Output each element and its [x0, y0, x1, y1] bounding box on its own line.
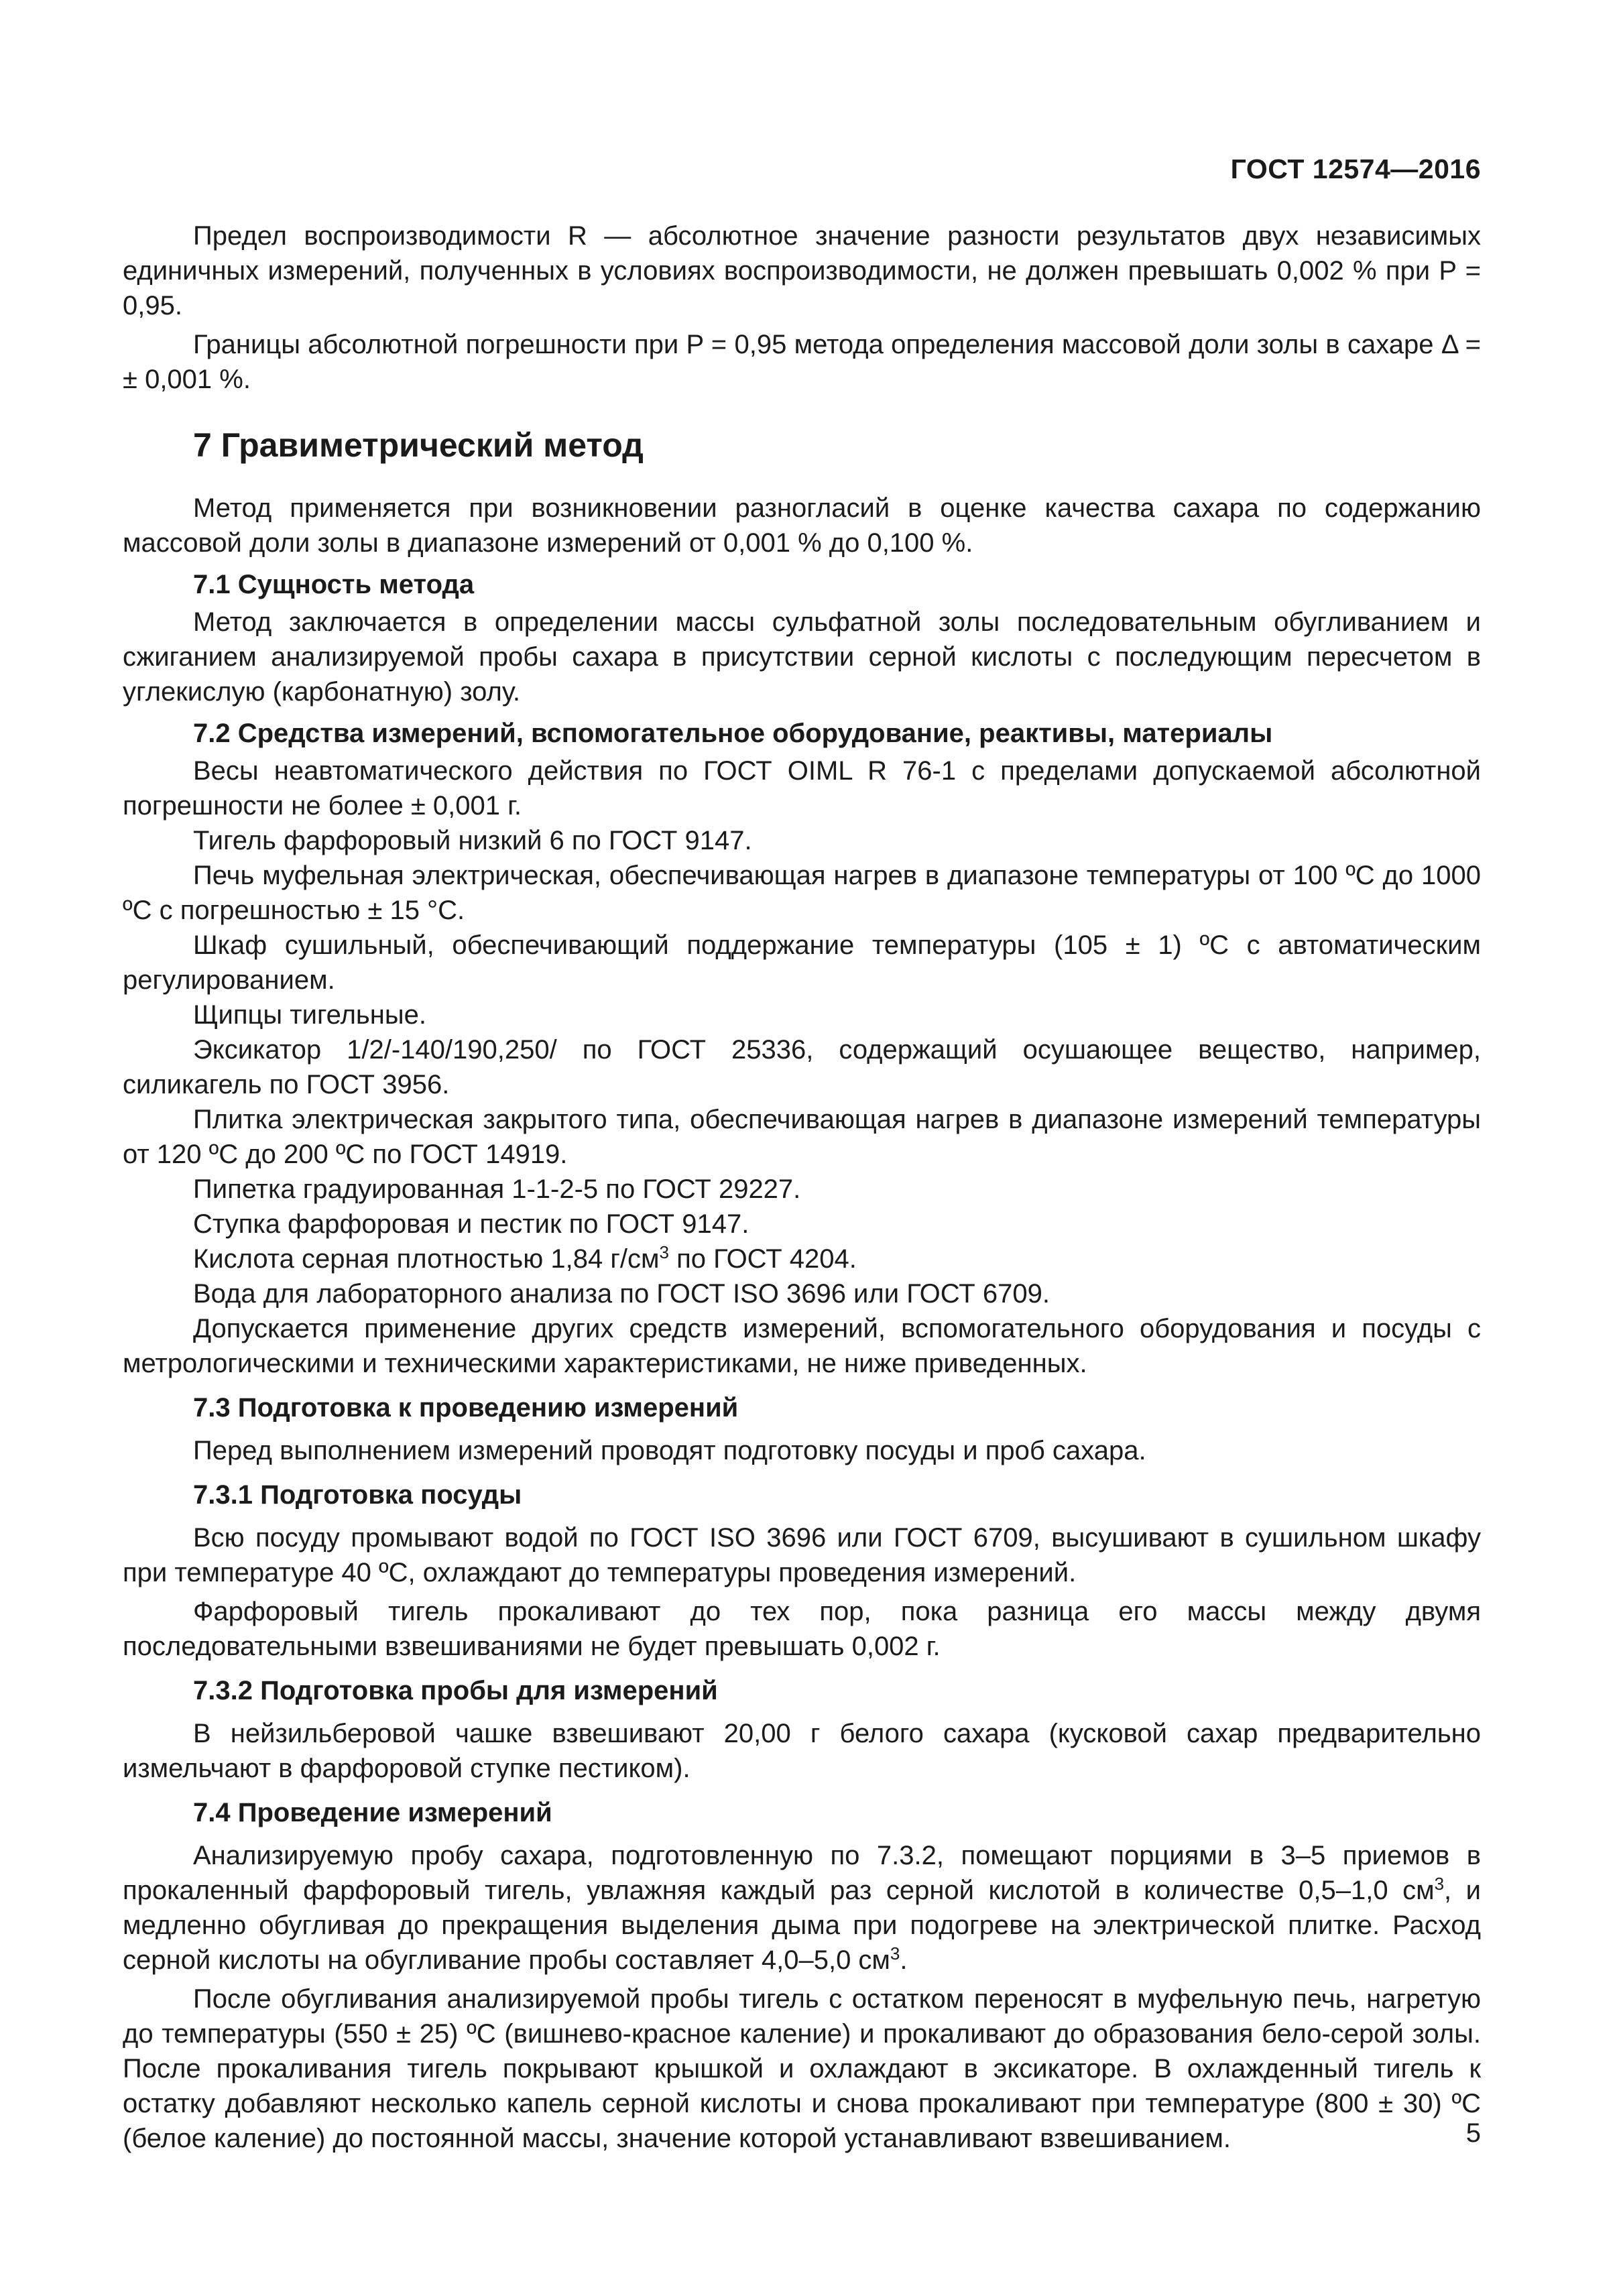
page-content [123, 219, 1481, 2156]
equipment-item: Ступка фарфоровая и пестик по ГОСТ 9147. [193, 1209, 749, 1239]
equipment-item: Пипетка градуированная 1-1-2-5 по ГОСТ 29227. [193, 1174, 801, 1204]
section-7-1-heading: 7.1 Сущность метода [193, 570, 475, 599]
section-7-3-1-heading: 7.3.1 Подготовка посуды [193, 1480, 522, 1510]
section-7-2-heading: 7.2 Средства измерений, вспомогательное оборудование, реактивы, материалы [193, 719, 1273, 748]
text-run: по ГОСТ 4204. [669, 1244, 857, 1274]
equipment-item: Печь муфельная электрическая, обеспечивающая нагрев в диапазоне температуры от 100 ºС до 1000 ºС с погрешностью ± 15 °С. [123, 861, 1481, 925]
superscript: 3 [890, 1943, 900, 1963]
section-7-3-2-heading: 7.3.2 Подготовка пробы для измерений [193, 1676, 718, 1705]
equipment-item: Допускается применение других средств измерений, вспомогательного оборудования и посуды с метрологическими и техническими характеристиками, не ниже приведенных. [123, 1314, 1481, 1378]
equipment-item: Весы неавтоматического действия по ГОСТ OIML R 76-1 с пределами допускаемой абсолютной погрешности не более ± 0,001 г. [123, 756, 1481, 821]
equipment-item: Шкаф сушильный, обеспечивающий поддержание температуры (105 ± 1) ºС с автоматическим регулированием. [123, 930, 1481, 995]
superscript: 3 [659, 1242, 670, 1262]
section-7-intro: Метод применяется при возникновении разногласий в оценке качества сахара по содержанию массовой доли золы в диапазоне измерений от 0,001 % до 0,100 %. [123, 493, 1481, 558]
equipment-item: Плитка электрическая закрытого типа, обеспечивающая нагрев в диапазоне измерений температуры от 120 ºС до 200 ºС по ГОСТ 14919. [123, 1105, 1481, 1169]
equipment-item: Тигель фарфоровый низкий 6 по ГОСТ 9147. [193, 826, 752, 855]
text-run: Кислота серная плотностью 1,84 г/см [193, 1244, 660, 1274]
equipment-item: Эксикатор 1/2/-140/190,250/ по ГОСТ 25336, содержащий осушающее вещество, например, силикагель по ГОСТ 3956. [123, 1035, 1481, 1099]
paragraph-error-bounds: Границы абсолютной погрешности при P = 0,95 метода определения массовой доли золы в сахаре Δ = ± 0,001 %. [123, 330, 1481, 394]
section-7-heading: 7 Гравиметрический метод [193, 426, 644, 464]
equipment-item: Щипцы тигельные. [193, 1000, 426, 1030]
text-run: . [900, 1945, 908, 1975]
text-run: Анализируемую пробу сахара, подготовленную по 7.3.2, помещают порциями в 3–5 приемов в прокаленный фарфоровый тигель, увлажняя каждый раз серной кислотой в количестве 0,5–1,0 см [123, 1841, 1481, 1905]
equipment-item [123, 1242, 1481, 1276]
section-7-3-1-text: Фарфоровый тигель прокаливают до тех пор, пока разница его массы между двумя последовательными взвешиваниями не будет превышать 0,002 г. [123, 1597, 1481, 1661]
section-7-3-2-text: В нейзильберовой чашке взвешивают 20,00 г белого сахара (кусковой сахар предварительно измельчают в фарфоровой ступке пестиком). [123, 1719, 1481, 1783]
document-header: ГОСТ 12574—2016 [1230, 154, 1481, 184]
section-7-4-text [123, 1838, 1481, 1978]
section-7-3-heading: 7.3 Подготовка к проведению измерений [193, 1393, 739, 1423]
section-7-4-heading: 7.4 Проведение измерений [193, 1798, 552, 1827]
section-7-3-text: Перед выполнением измерений проводят подготовку посуды и проб сахара. [193, 1436, 1146, 1465]
paragraph-reproducibility-limit: Предел воспроизводимости R — абсолютное значение разности результатов двух независимых единичных измерений, полученных в условиях воспроизводимости, не должен превышать 0,002 % при P = 0,95. [123, 221, 1481, 320]
text-run: , и медленно обугливая до прекращения выделения дыма при подогреве на электрической плитке. Расход серной кислоты на обугливание пробы составляет 4,0–5,0 см [123, 1876, 1481, 1975]
section-7-1-text: Метод заключается в определении массы сульфатной золы последовательным обугливанием и сжиганием анализируемой пробы сахара в присутствии серной кислоты с последующим пересчетом в углекислую (карбонатную) золу. [123, 607, 1481, 707]
superscript: 3 [1434, 1874, 1445, 1894]
equipment-item: Вода для лабораторного анализа по ГОСТ ISO 3696 или ГОСТ 6709. [193, 1279, 1050, 1309]
section-7-4-text: После обугливания анализируемой пробы тигель с остатком переносят в муфельную печь, нагретую до температуры (550 ± 25) ºС (вишнево-красное каление) и прокаливают до образования бело-серой золы. После прокаливания тигель покрывают крышкой и охлаждают в эксикаторе. В охлажденный тигель к остатку добавляют несколько капель серной кислоты и снова прокаливают при температуре (800 ± 30) ºС (белое каление) до постоянной массы, значение которой устанавливают взвешиванием. [123, 1984, 1481, 2153]
section-7-3-1-text: Всю посуду промывают водой по ГОСТ ISO 3696 или ГОСТ 6709, высушивают в сушильном шкафу при температуре 40 ºС, охлаждают до температуры проведения измерений. [123, 1523, 1481, 1587]
page-number: 5 [1465, 2118, 1481, 2148]
